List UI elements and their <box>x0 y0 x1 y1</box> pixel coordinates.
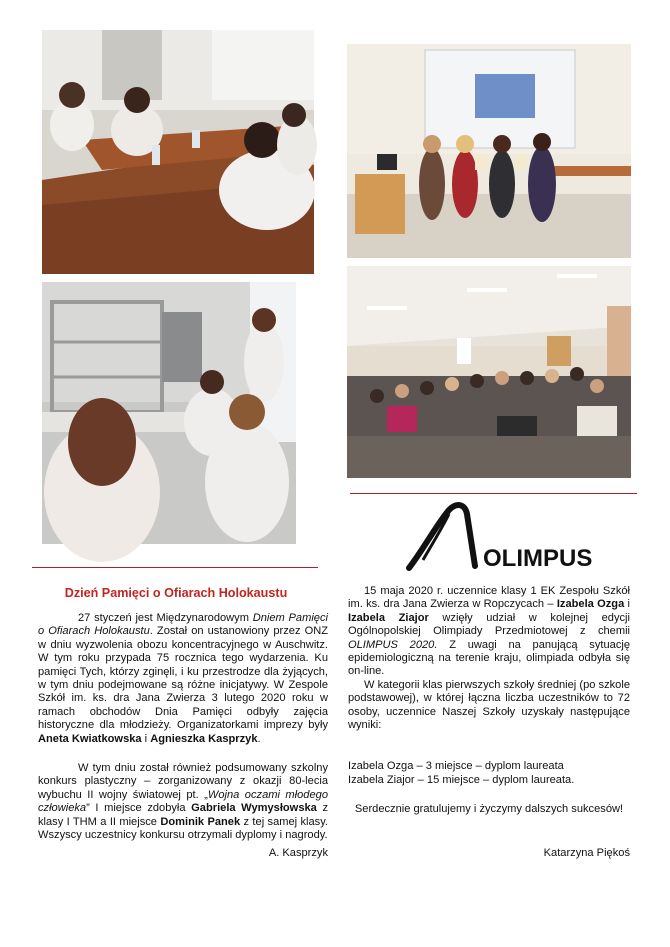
olimpus-result-2: Izabela Ziajor – 15 miejsce – dyplom laureata. <box>348 773 575 786</box>
olimpus-result-1: Izabela Ozga – 3 miejsce – dyplom laureata <box>348 760 564 773</box>
olimpus-congrats: Serdecznie gratulujemy i życzymy dalszych sukcesów! <box>354 803 624 816</box>
divider-left <box>32 567 318 568</box>
holocaust-title: Dzień Pamięci o Ofiarach Holokaustu <box>64 586 288 600</box>
olimpus-logo <box>403 500 593 576</box>
olimpus-signature: Katarzyna Piękoś <box>543 846 630 859</box>
photo-lab-students-window <box>42 282 296 544</box>
photo-award-ceremony <box>347 44 631 258</box>
olimpus-paragraph-1: 15 maja 2020 r. uczennice klasy 1 EK Zespołu Szkół im. ks. dra Jana Zwierza w Ropczycach – Izabela Ozga i Izabela Ziajor wzięły udział w kolejnej edycji Ogólnopolskiej Olimpiady Przedmiotowej z chemii OLIMPUS 2020. Z uwagi na panującą sytuację epidemiologiczną na terenie kraju, olimpiada odbyła się on-line. <box>348 585 631 678</box>
olimpus-article <box>348 585 630 860</box>
holocaust-paragraph-1: 27 styczeń jest Międzynarodowym Dniem Pamięci o Ofiarach Holokaustu. Został on ustanowiony przez ONZ w dniu wyzwolenia obozu koncentracyjnego w Auschwitz. W tym roku przypada 75 rocznica tego wydarzenia. Ku pamięci Tych, którzy zginęli, i ku przestrodze dla żyjących, w tym dniu podejmowane są różne inicjatywy. W Zespole Szkół im. ks. dra Jana Zwierza 3 lutego 2020 roku w ramach obchodów Dnia Pamięci odbyły zajęcia historyczne dla młodzieży. Organizatorkami imprezy były Aneta Kwiatkowska i Agnieszka Kasprzyk. <box>38 612 329 745</box>
photo-audience-hall <box>347 266 631 478</box>
holocaust-paragraph-2: W tym dniu został również podsumowany szkolny konkurs plastyczny – zorganizowany z okazji 80-lecia wybuchu II wojny światowej pt. „Wojna oczami młodego człowieka” I miejsce zdobyła Gabriela Wymysłowska z klasy I THM a II miejsce Dominik Panek z tej samej klasy. Wszyscy uczestnicy konkursu otrzymali dyplomy i nagrody. <box>38 762 329 842</box>
divider-right <box>350 493 637 494</box>
olimpus-paragraph-2: W kategorii klas pierwszych szkoły średniej (po szkole podstawowej), w której łączna liczba uczestników to 72 osoby, uczennice Naszej Szkoły uzyskały następujące wyniki: <box>348 678 630 732</box>
holocaust-signature: A. Kasprzyk <box>268 846 328 859</box>
svg-text:OLIMPUS: OLIMPUS <box>483 545 593 572</box>
photo-lab-students-table <box>42 30 314 274</box>
holocaust-article <box>38 612 328 860</box>
